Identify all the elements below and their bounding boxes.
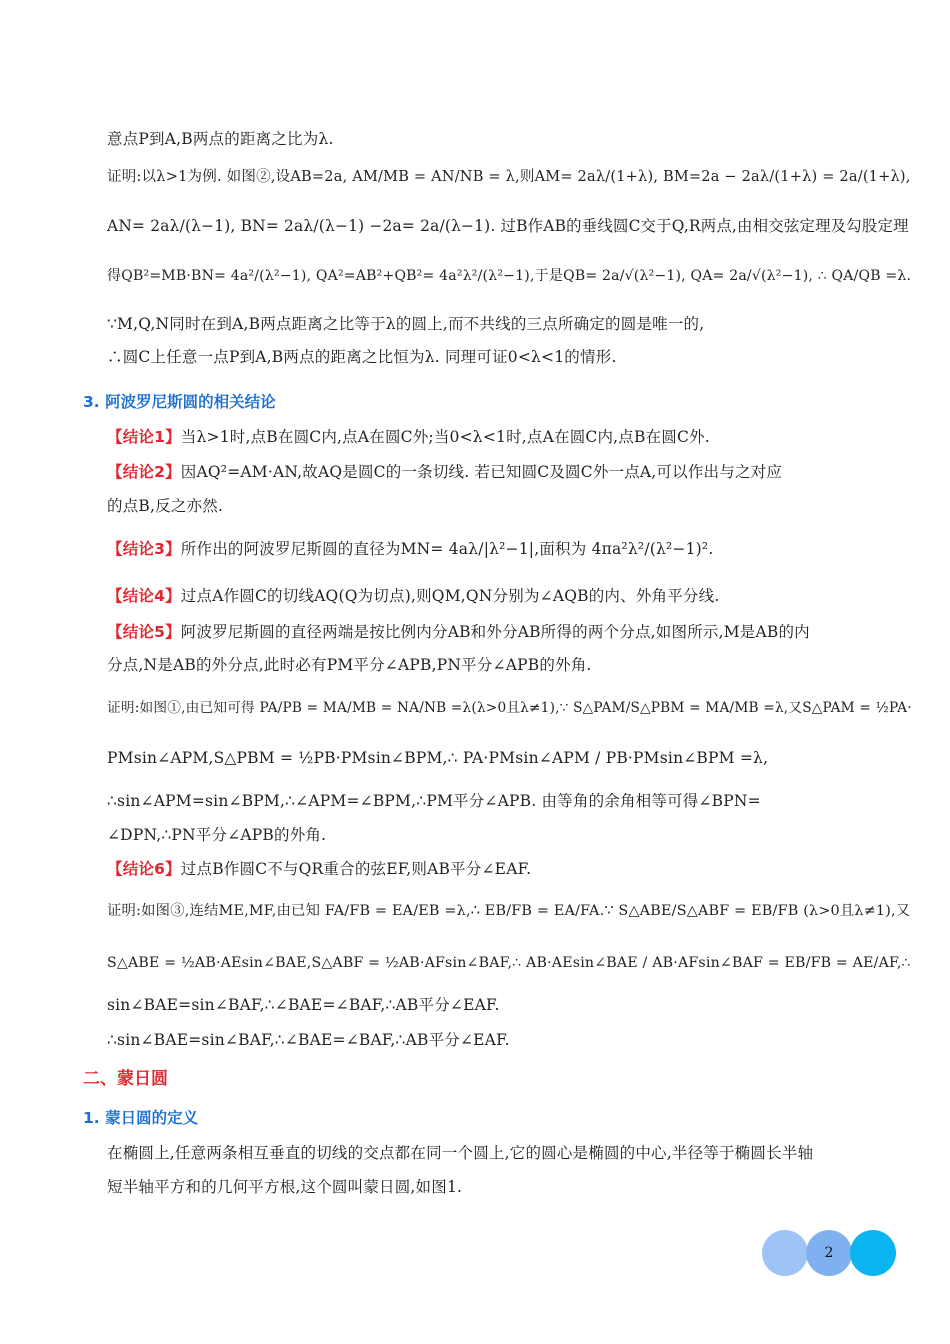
conclusion-line xyxy=(107,461,782,483)
proof-line: 证明:以λ>1为例. 如图②,设AB=2a, AM/MB = AN/NB = λ,则AM= 2aλ/(1+λ), BM=2a − 2aλ/(1+λ) = 2a/(1+λ), xyxy=(107,169,911,185)
conclusion-text: 证明:如图①,由已知可得 PA/PB = MA/MB = NA/NB =λ(λ>0且λ≠1),∵ S△PAM/S△PBM = MA/MB =λ,又S△PAM = ½PA· xyxy=(107,700,912,716)
proof-line: ∵M,Q,N同时在到A,B两点距离之比等于λ的圆上,而不共线的三点所确定的圆是唯一的, xyxy=(107,315,705,333)
conclusion-text: 所作出的阿波罗尼斯圆的直径为MN= 4aλ/|λ²−1|,面积为 4πa²λ²/(λ²−1)². xyxy=(180,540,714,558)
conclusion-line xyxy=(107,900,910,922)
conclusion-text: ∴sin∠APM=sin∠BPM,∴∠APM=∠BPM,∴PM平分∠APB. 由等角的余角相等可得∠BPN= xyxy=(107,792,761,810)
conclusion-text: 过点B作圆C不与QR重合的弦EF,则AB平分∠EAF. xyxy=(180,860,532,878)
conclusion-line xyxy=(107,621,810,643)
badge-circle-right xyxy=(850,1230,896,1276)
part-heading: 二、蒙日圆 xyxy=(83,1069,168,1089)
conclusion-text: 分点,N是AB的外分点,此时必有PM平分∠APB,PN平分∠APB的外角. xyxy=(107,656,592,674)
proof-line: ∴圆C上任意一点P到A,B两点的距离之比恒为λ. 同理可证0<λ<1的情形. xyxy=(107,348,617,366)
conclusion-line xyxy=(107,697,912,719)
section-heading: 1. 蒙日圆的定义 xyxy=(83,1109,199,1127)
conclusion-line xyxy=(107,790,761,812)
conclusion-tag: 【结论1】 xyxy=(107,428,181,446)
conclusion-text: 当λ>1时,点B在圆C内,点A在圆C外;当0<λ<1时,点A在圆C内,点B在圆C外. xyxy=(180,428,710,446)
conclusion-line xyxy=(107,994,500,1016)
conclusion-text: 过点A作圆C的切线AQ(Q为切点),则QM,QN分别为∠AQB的内、外角平分线. xyxy=(180,587,720,605)
conclusion-line xyxy=(107,495,223,517)
page-number-badge xyxy=(762,1228,902,1278)
conclusion-line xyxy=(107,654,592,676)
conclusion-text: ∠DPN,∴PN平分∠APB的外角. xyxy=(107,826,327,844)
conclusion-text: S△ABE = ½AB·AEsin∠BAE,S△ABF = ½AB·AFsin∠BAF,∴ AB·AEsin∠BAE / AB·AFsin∠BAF = EB/FB = AE/AF,∴ xyxy=(107,955,911,971)
conclusion-line xyxy=(107,1029,510,1051)
conclusion-text: sin∠BAE=sin∠BAF,∴∠BAE=∠BAF,∴AB平分∠EAF. xyxy=(107,996,500,1014)
conclusion-line xyxy=(107,585,719,607)
conclusion-line xyxy=(107,747,768,769)
proof-line: 意点P到A,B两点的距离之比为λ. xyxy=(107,130,334,148)
section-heading: 3. 阿波罗尼斯圆的相关结论 xyxy=(83,393,276,411)
conclusion-text: ∴sin∠BAE=sin∠BAF,∴∠BAE=∠BAF,∴AB平分∠EAF. xyxy=(107,1031,510,1049)
conclusion-text: 的点B,反之亦然. xyxy=(107,497,224,515)
definition-line: 在椭圆上,任意两条相互垂直的切线的交点都在同一个圆上,它的圆心是椭圆的中心,半径等于椭圆长半轴 xyxy=(107,1144,814,1162)
conclusion-tag: 【结论4】 xyxy=(107,587,181,605)
conclusion-text: 证明:如图③,连结ME,MF,由已知 FA/FB = EA/EB =λ,∴ EB/FB = EA/FA.∵ S△ABE/S△ABF = EB/FB (λ>0且λ≠1),又 xyxy=(107,903,911,919)
conclusion-line xyxy=(107,824,326,846)
badge-circle-left xyxy=(762,1230,808,1276)
conclusion-text: 阿波罗尼斯圆的直径两端是按比例内分AB和外分AB所得的两个分点,如图所示,M是AB的内 xyxy=(180,623,810,641)
conclusion-tag: 【结论6】 xyxy=(107,860,181,878)
page-number: 2 xyxy=(824,1245,834,1261)
conclusion-tag: 【结论5】 xyxy=(107,623,181,641)
proof-line: AN= 2aλ/(λ−1), BN= 2aλ/(λ−1) −2a= 2a/(λ−1). 过B作AB的垂线圆C交于Q,R两点,由相交弦定理及勾股定理 xyxy=(107,217,909,235)
conclusion-line xyxy=(107,952,911,974)
conclusion-line xyxy=(107,426,710,448)
conclusion-line xyxy=(107,858,531,880)
conclusion-text: 因AQ²=AM·AN,故AQ是圆C的一条切线. 若已知圆C及圆C外一点A,可以作出与之对应 xyxy=(180,463,783,481)
conclusion-tag: 【结论3】 xyxy=(107,540,181,558)
definition-line: 短半轴平方和的几何平方根,这个圆叫蒙日圆,如图1. xyxy=(107,1178,463,1196)
proof-line: 得QB²=MB·BN= 4a²/(λ²−1), QA²=AB²+QB²= 4a²λ²/(λ²−1),于是QB= 2a/√(λ²−1), QA= 2a/√(λ²−1), ∴ QA/QB =λ. xyxy=(107,268,912,284)
conclusion-line xyxy=(107,538,713,560)
conclusion-tag: 【结论2】 xyxy=(107,463,181,481)
conclusion-text: PMsin∠APM,S△PBM = ½PB·PMsin∠BPM,∴ PA·PMsin∠APM / PB·PMsin∠BPM =λ, xyxy=(107,749,769,767)
